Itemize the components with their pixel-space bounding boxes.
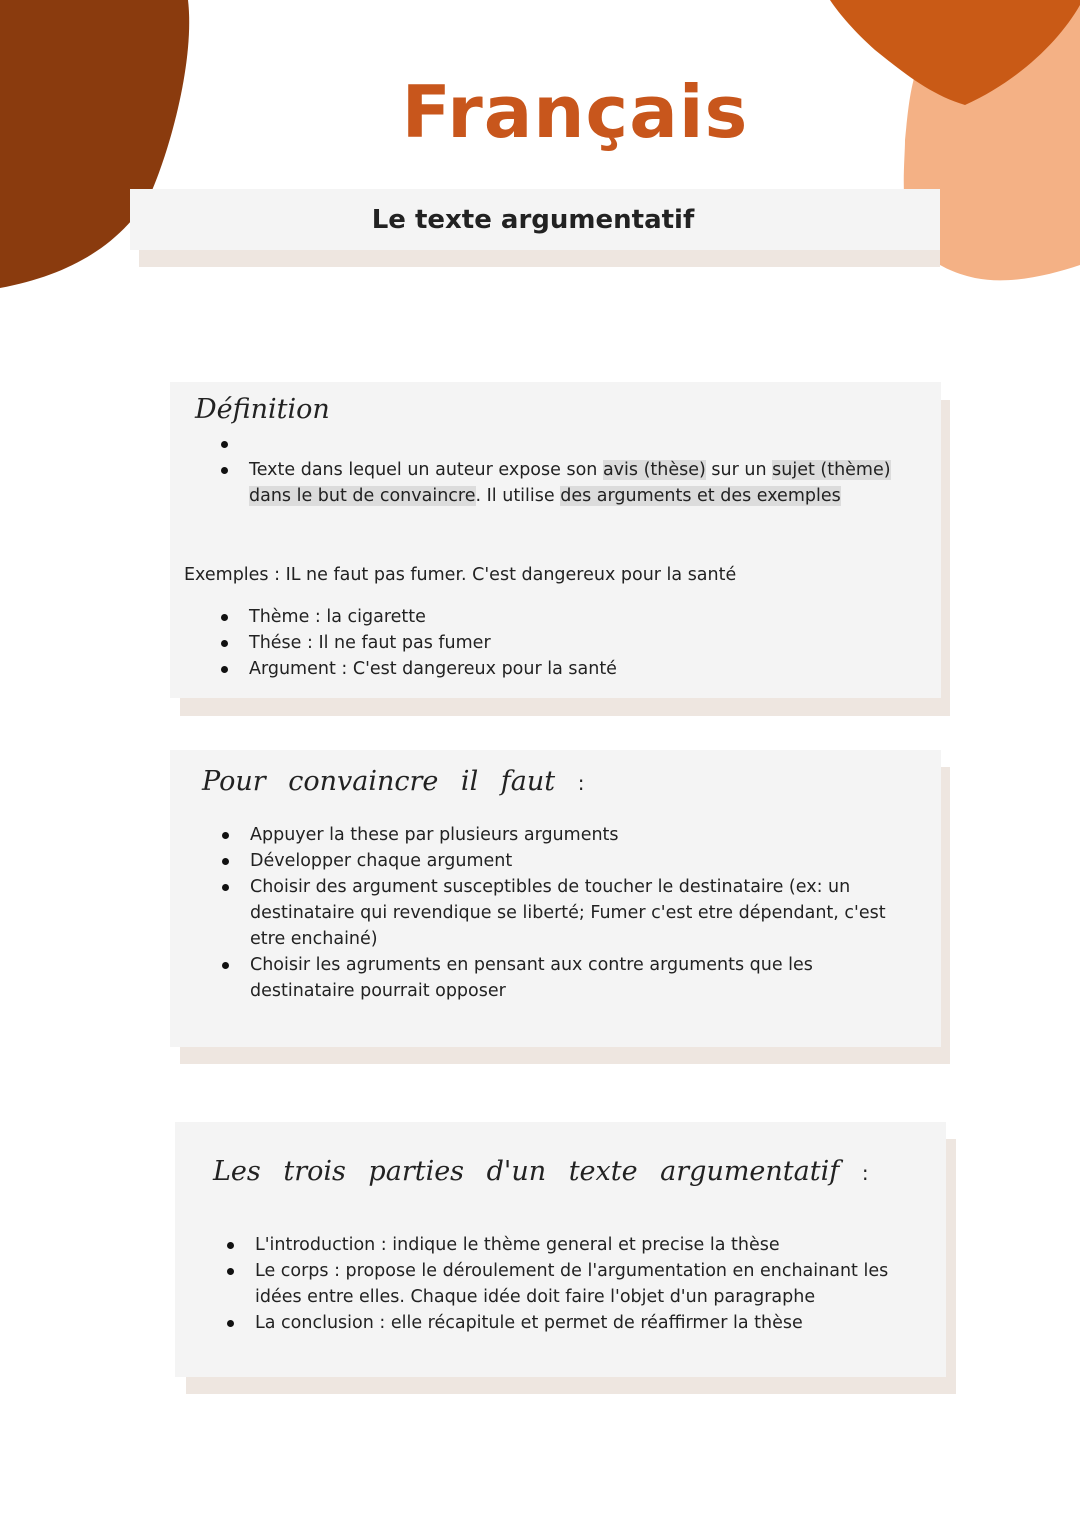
convaincre-heading-text: Pour convaincre il faut <box>202 766 556 797</box>
definition-heading: Définition <box>195 394 330 425</box>
definition-card <box>170 382 941 698</box>
parties-heading-text: Les trois parties d'un texte argumentatif <box>213 1156 840 1187</box>
list-item: Choisir les agruments en pensant aux contre arguments que les destinataire pourrait opposer <box>250 952 910 1004</box>
parties-heading <box>213 1156 869 1187</box>
list-item: Argument : C'est dangereux pour la santé <box>249 656 914 682</box>
list-item: Thése : Il ne faut pas fumer <box>249 630 914 656</box>
example-line: Exemples : IL ne faut pas fumer. C'est dangereux pour la santé <box>184 565 737 585</box>
list-item: La conclusion : elle récapitule et permet de réaffirmer la thèse <box>255 1310 915 1336</box>
subtitle: Le texte argumentatif <box>371 204 695 235</box>
list-item: Choisir des argument susceptibles de toucher le destinataire (ex: un destinataire qui revendique se liberté; Fumer c'est etre dépendant, c'est etre enchainé) <box>250 874 910 952</box>
heading-colon: : <box>861 1161 869 1185</box>
definition-text: Texte dans lequel un auteur expose son avis (thèse) sur un sujet (thème) dans le but de convaincre. Il utilise des arguments et des exemples <box>249 457 914 509</box>
example-list <box>249 604 914 682</box>
list-item: Thème : la cigarette <box>249 604 914 630</box>
list-item: Le corps : propose le déroulement de l'argumentation en enchainant les idées entre elles. Chaque idée doit faire l'objet d'un paragraphe <box>255 1258 915 1310</box>
convaincre-heading <box>202 766 584 797</box>
parties-card <box>175 1122 946 1377</box>
list-item: Appuyer la these par plusieurs arguments <box>250 822 910 848</box>
definition-list <box>249 431 914 509</box>
convaincre-card <box>170 750 941 1047</box>
empty-bullet <box>249 431 914 457</box>
parties-list <box>255 1232 915 1336</box>
heading-colon: : <box>577 771 585 795</box>
subtitle-banner <box>130 189 940 250</box>
convaincre-list <box>250 822 910 1004</box>
list-item: L'introduction : indique le thème general et precise la thèse <box>255 1232 915 1258</box>
page-title: Français <box>401 70 749 154</box>
list-item: Développer chaque argument <box>250 848 910 874</box>
